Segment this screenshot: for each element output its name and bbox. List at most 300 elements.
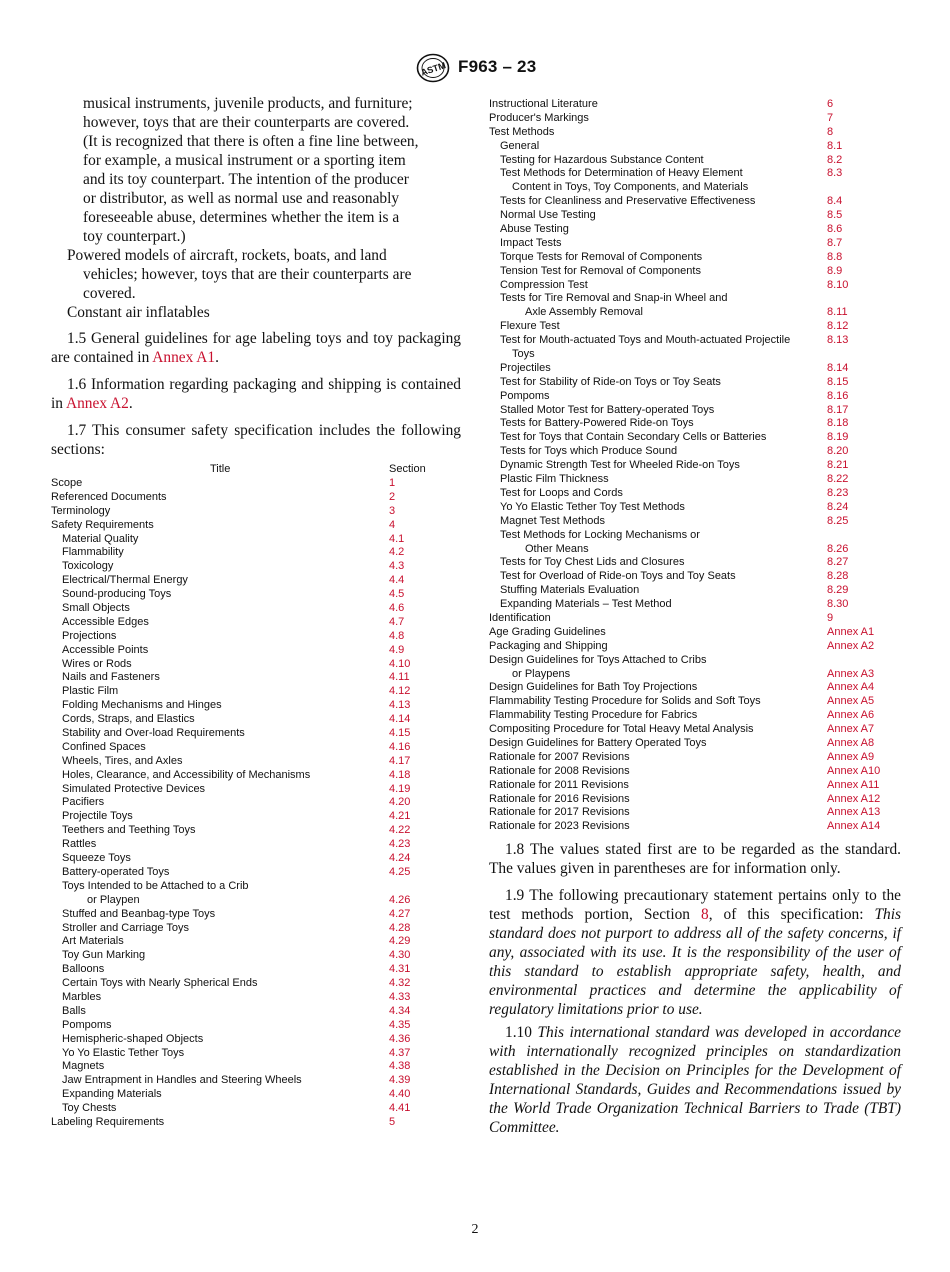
toc-title: Axle Assembly Removal (525, 306, 643, 319)
toc-section-link[interactable]: Annex A10 (827, 764, 881, 777)
toc-title: Abuse Testing (500, 223, 569, 236)
toc-section-link[interactable]: 4.25 (389, 865, 411, 878)
toc-title: Test for Stability of Ride-on Toys or Toy Seats (500, 375, 721, 388)
toc-section-link[interactable]: 4.15 (389, 727, 411, 740)
toc-row (489, 167, 901, 181)
toc-row (489, 362, 901, 376)
toc-section-link[interactable]: 4.6 (389, 602, 405, 615)
toc-section-link[interactable]: 4.13 (389, 699, 411, 712)
toc-title: Labeling Requirements (51, 1115, 165, 1128)
document-id: F963 – 23 (458, 57, 537, 76)
musical-exclusion-line: (It is recognized that there is often a fine line between, (83, 133, 419, 150)
toc-section-link[interactable]: 8.20 (827, 445, 849, 458)
toc-row (489, 668, 901, 682)
toc-section-link[interactable]: 9 (827, 611, 834, 624)
toc-row (51, 1033, 461, 1047)
toc-section-link[interactable]: Annex A13 (827, 806, 881, 819)
toc-title: or Playpens (512, 667, 571, 680)
toc-section-link[interactable]: Annex A1 (827, 625, 875, 638)
toc-section-link[interactable]: 4.5 (389, 588, 405, 601)
toc-section-link[interactable]: 4.21 (389, 810, 411, 823)
toc-section-link[interactable]: 4.29 (389, 935, 411, 948)
toc-section-link[interactable]: 8.1 (827, 139, 843, 152)
toc-title: Projectile Toys (62, 810, 133, 823)
toc-title: Test Methods for Locking Mechanisms or (500, 528, 700, 541)
toc-section-link[interactable]: 2 (389, 490, 396, 503)
toc-row (489, 570, 901, 584)
toc-title: Tension Test for Removal of Components (500, 264, 701, 277)
toc-row (51, 824, 461, 838)
toc-title: Torque Tests for Removal of Components (500, 250, 703, 263)
toc-row (489, 820, 901, 834)
toc-section-link[interactable]: 4.40 (389, 1088, 411, 1101)
toc-row (489, 431, 901, 445)
toc-section-link[interactable]: 8.30 (827, 598, 849, 611)
toc-title: Test Methods (489, 125, 555, 138)
toc-row (51, 713, 461, 727)
toc-row (51, 908, 461, 922)
toc-title: Tests for Toy Chest Lids and Closures (500, 556, 685, 569)
toc-title: Producer's Markings (489, 111, 589, 124)
toc-title: Battery-operated Toys (62, 865, 170, 878)
toc-row (489, 223, 901, 237)
toc-title: Instructional Literature (489, 98, 598, 110)
toc-section-link[interactable]: 4.4 (389, 574, 405, 587)
toc-title: Tests for Toys which Produce Sound (500, 445, 678, 458)
toc-title: Rationale for 2011 Revisions (489, 778, 629, 791)
paragraph-1-9 (489, 886, 901, 1019)
toc-title: Test for Loops and Cords (500, 486, 623, 499)
toc-section-link[interactable]: 8.10 (827, 278, 849, 291)
toc-row (489, 265, 901, 279)
toc-section-link[interactable]: 8.12 (827, 320, 849, 333)
toc-section-link[interactable]: 4.30 (389, 949, 411, 962)
paragraph-1-6-end: . (128, 395, 133, 412)
toc-row (51, 1088, 461, 1102)
svg-text:ASTM: ASTM (419, 60, 447, 78)
toc-title: Stuffed and Beanbag-type Toys (62, 907, 216, 920)
toc-section-link[interactable]: 4.8 (389, 629, 405, 642)
toc-title: Yo Yo Elastic Tether Toys (62, 1046, 185, 1059)
toc-row (489, 417, 901, 431)
toc-section-link[interactable]: 8.4 (827, 195, 843, 208)
toc-section-link[interactable]: 4.23 (389, 838, 411, 851)
toc-row (51, 644, 461, 658)
toc-row (489, 112, 901, 126)
toc-section-link[interactable]: 8.25 (827, 514, 849, 527)
toc-section-link[interactable]: 4.39 (389, 1074, 411, 1087)
toc-row (489, 459, 901, 473)
toc-section-link[interactable]: Annex A4 (827, 681, 875, 694)
toc-row (51, 560, 461, 574)
toc-title: Jaw Entrapment in Handles and Steering Wheels (62, 1074, 302, 1087)
toc-row (51, 491, 461, 505)
toc-section-link[interactable]: Annex A3 (827, 667, 875, 680)
toc-title: Stalled Motor Test for Battery-operated Toys (500, 403, 715, 416)
toc-section-link[interactable]: 4.14 (389, 713, 411, 726)
toc-title: Normal Use Testing (500, 209, 596, 222)
toc-row (51, 1047, 461, 1061)
toc-row (489, 306, 901, 320)
toc-title: Stability and Over-load Requirements (62, 727, 245, 740)
toc-row (51, 1074, 461, 1088)
toc-title: Expanding Materials – Test Method (500, 598, 672, 611)
toc-section-link[interactable]: 4.2 (389, 546, 405, 559)
toc-row (489, 779, 901, 793)
toc-title: Dynamic Strength Test for Wheeled Ride-on Toys (500, 459, 740, 472)
annex-a2-link[interactable]: Annex A2 (65, 395, 129, 412)
paragraph-1-5 (51, 329, 461, 367)
paragraph-1-5-end: . (215, 349, 219, 366)
page-number: 2 (471, 1222, 479, 1237)
musical-exclusion-line: or distributor, as well as normal use and reasonably (83, 190, 400, 207)
toc-title: Terminology (51, 504, 111, 517)
toc-section-link[interactable]: 4.19 (389, 782, 411, 795)
toc-title: Safety Requirements (51, 518, 154, 531)
toc-row (489, 709, 901, 723)
toc-title: Design Guidelines for Toys Attached to Cribs (489, 653, 707, 666)
toc-section-link[interactable]: 4.12 (389, 685, 411, 698)
toc-row (489, 390, 901, 404)
toc-row (51, 574, 461, 588)
toc-row (489, 556, 901, 570)
toc-row (51, 658, 461, 672)
toc-title: Rationale for 2023 Revisions (489, 820, 630, 833)
toc-row (489, 209, 901, 223)
toc-row (489, 543, 901, 557)
toc-row (489, 292, 901, 306)
toc-title: Simulated Protective Devices (62, 782, 206, 795)
toc-section-link[interactable]: 8.16 (827, 389, 849, 402)
toc-title: Rationale for 2017 Revisions (489, 806, 630, 819)
toc-row (51, 977, 461, 991)
paragraph-1-7: 1.7 This consumer safety specification includes the following sections: (51, 422, 461, 458)
toc-section-link[interactable]: Annex A11 (827, 778, 880, 791)
toc-row (51, 477, 461, 491)
toc-title: Tests for Tire Removal and Snap-in Wheel and (500, 292, 728, 305)
sections-table-right (489, 98, 901, 834)
toc-section-link[interactable]: 8.3 (827, 167, 843, 180)
paragraph-1-10-number: 1.10 (505, 1024, 538, 1042)
toc-row (489, 515, 901, 529)
toc-title: Plastic Film (62, 685, 119, 698)
toc-section-link[interactable]: Annex A9 (827, 750, 875, 763)
toc-row (489, 154, 901, 168)
toc-row (51, 630, 461, 644)
toc-row (489, 487, 901, 501)
toc-section-link[interactable]: 4.28 (389, 921, 411, 934)
toc-section-link[interactable]: 4.7 (389, 615, 405, 628)
toc-title: Stroller and Carriage Toys (62, 921, 189, 934)
paragraph-1-9-text: 1.9 The following precautionary statement pertains only to the test methods portion, Section (489, 887, 901, 924)
toc-row (51, 546, 461, 560)
wto-statement: This international standard was developed in accordance with internationally recognized principles on standardization established in the Decision on Principles for the Development of International Standards, Guides and Recommendations issued by the World Trade Organization Technical Barriers to Trade (TBT) Committee. (489, 1024, 901, 1137)
sections-list-left (51, 477, 461, 1130)
toc-row (51, 769, 461, 783)
toc-row (489, 98, 901, 112)
astm-logo-icon (416, 53, 450, 83)
toc-title: Compression Test (500, 278, 588, 291)
toc-section-link[interactable]: Annex A7 (827, 723, 875, 736)
toc-row (489, 612, 901, 626)
paragraph-1-6-text: 1.6 Information regarding packaging and shipping is contained in (51, 376, 461, 412)
toc-title: Projectiles (500, 361, 551, 374)
toc-title: Small Objects (62, 602, 130, 615)
column-header-title: Title (210, 463, 231, 475)
toc-title: Art Materials (62, 935, 124, 948)
toc-section-link[interactable]: 8.13 (827, 334, 849, 347)
toc-section-link[interactable]: Annex A12 (827, 792, 881, 805)
toc-section-link[interactable]: 4.26 (389, 893, 411, 906)
toc-title: Compositing Procedure for Total Heavy Metal Analysis (489, 723, 754, 736)
sections-table-left (51, 463, 461, 1130)
toc-section-link[interactable]: 3 (389, 504, 396, 517)
powered-exclusion-line: vehicles; however, toys that are their counterparts are (83, 266, 412, 283)
page-header (0, 50, 950, 86)
toc-row (489, 445, 901, 459)
toc-title: Scope (51, 477, 83, 489)
toc-title: Packaging and Shipping (489, 639, 608, 652)
toc-section-link[interactable]: 8.17 (827, 403, 849, 416)
toc-title: Certain Toys with Nearly Spherical Ends (62, 977, 258, 990)
toc-row (489, 695, 901, 709)
scope-exclusion-musical (83, 94, 461, 246)
toc-row (51, 796, 461, 810)
musical-exclusion-line: however, toys that are their counterparts are covered. (83, 114, 410, 131)
toc-section-link[interactable]: 8.15 (827, 375, 849, 388)
toc-row (489, 501, 901, 515)
toc-row (51, 588, 461, 602)
toc-title: Holes, Clearance, and Accessibility of Mechanisms (62, 768, 311, 781)
toc-row (51, 1116, 461, 1130)
toc-row (489, 626, 901, 640)
toc-section-link[interactable]: 4.1 (389, 532, 405, 545)
scope-exclusion-powered-models (67, 246, 461, 303)
toc-title: Toys Intended to be Attached to a Crib (62, 879, 249, 892)
section-8-link[interactable]: 8 (700, 906, 709, 924)
toc-row (51, 505, 461, 519)
toc-title: Accessible Edges (62, 615, 149, 628)
toc-title: Design Guidelines for Bath Toy Projections (489, 681, 698, 694)
toc-section-link[interactable]: 4.32 (389, 977, 411, 990)
toc-title: Balls (62, 1004, 86, 1017)
toc-title: Electrical/Thermal Energy (62, 574, 188, 587)
toc-row (51, 922, 461, 936)
toc-row (489, 723, 901, 737)
toc-row (51, 810, 461, 824)
toc-row (489, 806, 901, 820)
toc-section-link[interactable]: Annex A2 (827, 639, 875, 652)
toc-section-link[interactable]: 8.8 (827, 250, 843, 263)
toc-section-link[interactable]: 8.21 (827, 459, 849, 472)
toc-section-link[interactable]: 4.38 (389, 1060, 411, 1073)
powered-exclusion-line: covered. (83, 285, 136, 302)
toc-title: Pompoms (500, 389, 550, 402)
musical-exclusion-line: foreseeable abuse, determines whether the item is a (83, 209, 400, 226)
toc-row (489, 598, 901, 612)
toc-title: Age Grading Guidelines (489, 625, 606, 638)
toc-section-link[interactable]: 4.20 (389, 796, 411, 809)
toc-section-link[interactable]: 8.5 (827, 209, 843, 222)
toc-section-link[interactable]: 4.9 (389, 643, 405, 656)
toc-title: Content in Toys, Toy Components, and Materials (512, 181, 749, 194)
toc-section-link[interactable]: 4.37 (389, 1046, 411, 1059)
toc-row (51, 699, 461, 713)
musical-exclusion-line: toy counterpart.) (83, 228, 186, 245)
toc-title: Rationale for 2016 Revisions (489, 792, 630, 805)
toc-row (489, 765, 901, 779)
toc-title: Plastic Film Thickness (500, 473, 609, 486)
toc-row (489, 640, 901, 654)
toc-section-link[interactable]: 8.28 (827, 570, 849, 583)
toc-section-link[interactable]: 4.10 (389, 657, 411, 670)
musical-exclusion-line: for example, a musical instrument or a sporting item (83, 152, 406, 169)
scope-exclusion-constant-air: Constant air inflatables (67, 304, 210, 321)
toc-row (489, 473, 901, 487)
toc-section-link[interactable]: 8.23 (827, 486, 849, 499)
musical-exclusion-line: and its toy counterpart. The intention of the producer (83, 171, 409, 188)
toc-section-link[interactable]: 8.7 (827, 236, 843, 249)
toc-section-link[interactable]: 4.22 (389, 824, 411, 837)
toc-row (51, 783, 461, 797)
toc-row (489, 140, 901, 154)
toc-section-link[interactable]: Annex A14 (827, 820, 881, 833)
toc-section-link[interactable]: 4.17 (389, 754, 411, 767)
toc-section-link[interactable]: 8.29 (827, 584, 849, 597)
toc-section-link[interactable]: 8.2 (827, 153, 843, 166)
toc-row (489, 237, 901, 251)
toc-row (489, 376, 901, 390)
toc-title: Flammability Testing Procedure for Solids and Soft Toys (489, 695, 761, 708)
toc-section-link[interactable]: Annex A8 (827, 736, 875, 749)
toc-section-link[interactable]: 4.27 (389, 907, 411, 920)
toc-title: Yo Yo Elastic Tether Toy Test Methods (500, 500, 685, 513)
toc-section-link[interactable]: 4.33 (389, 990, 411, 1003)
toc-row (51, 616, 461, 630)
toc-title: Impact Tests (500, 236, 562, 249)
toc-row (51, 866, 461, 880)
toc-title: Design Guidelines for Battery Operated Toys (489, 736, 707, 749)
toc-section-link[interactable]: 4.41 (389, 1102, 411, 1115)
toc-row (51, 685, 461, 699)
toc-title: Toxicology (62, 560, 114, 573)
toc-title: Test for Mouth-actuated Toys and Mouth-actuated Projectile (500, 334, 791, 347)
toc-section-link[interactable]: 8.24 (827, 500, 849, 513)
powered-exclusion-line: Powered models of aircraft, rockets, boats, and land (67, 247, 387, 264)
toc-section-link[interactable]: 4.35 (389, 1018, 411, 1031)
precautionary-statement: This standard does not purport to address all of the safety concerns, if any, associated with its use. It is the responsibility of the user of this standard to establish appropriate safety, health, and environmental practices and determine the applicability of regulatory limitations prior to use. (489, 906, 902, 1019)
toc-section-link[interactable]: 4.31 (389, 963, 411, 976)
toc-section-link[interactable]: Annex A6 (827, 709, 875, 722)
toc-section-link[interactable]: 6 (827, 98, 834, 110)
toc-title: Flammability Testing Procedure for Fabrics (489, 709, 698, 722)
toc-row (51, 1060, 461, 1074)
toc-section-link[interactable]: 4.34 (389, 1004, 411, 1017)
toc-title: Other Means (525, 542, 589, 555)
toc-section-link[interactable]: 8.14 (827, 361, 849, 374)
toc-section-link[interactable]: 8.27 (827, 556, 849, 569)
toc-title: Wires or Rods (62, 657, 132, 670)
toc-title: Stuffing Materials Evaluation (500, 584, 640, 597)
toc-row (489, 751, 901, 765)
toc-title: Flexure Test (500, 320, 560, 333)
toc-title: Material Quality (62, 532, 139, 545)
toc-row (489, 181, 901, 195)
toc-row (489, 404, 901, 418)
toc-row (51, 880, 461, 894)
paragraph-1-5-text: 1.5 General guidelines for age labeling toys and toy packaging are contained in (51, 330, 461, 366)
toc-title: General (500, 139, 540, 152)
annex-a1-link[interactable]: Annex A1 (152, 349, 216, 366)
toc-section-link[interactable]: 7 (827, 111, 834, 124)
toc-section-link[interactable]: 4.18 (389, 768, 411, 781)
toc-section-link[interactable]: Annex A5 (827, 695, 875, 708)
toc-title: Rattles (62, 838, 97, 851)
toc-section-link[interactable]: 8.19 (827, 431, 849, 444)
toc-title: Teethers and Teething Toys (62, 824, 196, 837)
toc-row (489, 348, 901, 362)
toc-section-link[interactable]: 5 (389, 1115, 396, 1128)
toc-section-link[interactable]: 8.18 (827, 417, 849, 430)
toc-section-link[interactable]: 4.16 (389, 740, 411, 753)
toc-section-link[interactable]: 8.6 (827, 223, 843, 236)
toc-title: Test for Overload of Ride-on Toys and Toy Seats (500, 570, 736, 583)
toc-row (51, 1019, 461, 1033)
sections-list-right (489, 98, 901, 834)
paragraph-1-9-mid: , of this specification: (708, 906, 875, 924)
toc-title: Toy Chests (62, 1102, 117, 1115)
paragraph-1-6 (51, 375, 461, 413)
toc-row (489, 737, 901, 751)
toc-section-link[interactable]: 8.22 (827, 473, 849, 486)
toc-title: Cords, Straps, and Elastics (62, 713, 195, 726)
column-header-section: Section (389, 463, 426, 475)
toc-row (489, 195, 901, 209)
toc-section-link[interactable]: 8.26 (827, 542, 849, 555)
toc-section-link[interactable]: 4.3 (389, 560, 405, 573)
toc-section-link[interactable]: 8 (827, 125, 834, 138)
toc-title: or Playpen (87, 893, 140, 906)
toc-row (489, 681, 901, 695)
toc-row (51, 963, 461, 977)
toc-title: Sound-producing Toys (62, 588, 172, 601)
toc-title: Accessible Points (62, 643, 149, 656)
toc-section-link[interactable]: 8.11 (827, 306, 848, 319)
left-column (51, 94, 461, 1130)
toc-row (489, 529, 901, 543)
toc-section-link[interactable]: 8.9 (827, 264, 843, 277)
paragraph-1-8: 1.8 The values stated first are to be regarded as the standard. The values given in parentheses are for information only. (489, 841, 901, 878)
toc-row (489, 654, 901, 668)
toc-title: Toy Gun Marking (62, 949, 146, 962)
toc-section-link[interactable]: 4 (389, 518, 396, 531)
toc-section-link[interactable]: 4.24 (389, 852, 411, 865)
toc-title: Tests for Cleanliness and Preservative Effectiveness (500, 195, 756, 208)
toc-title: Nails and Fasteners (62, 671, 160, 684)
toc-row (489, 279, 901, 293)
toc-section-link[interactable]: 4.36 (389, 1032, 411, 1045)
toc-section-link[interactable]: 4.11 (389, 671, 410, 684)
toc-row (51, 894, 461, 908)
toc-title: Test Methods for Determination of Heavy Element (500, 167, 743, 180)
toc-row (51, 838, 461, 852)
toc-title: Referenced Documents (51, 490, 167, 503)
toc-row (51, 671, 461, 685)
toc-row (51, 852, 461, 866)
toc-section-link[interactable]: 1 (389, 477, 396, 489)
toc-row (489, 320, 901, 334)
continued-scope-list (51, 94, 461, 322)
